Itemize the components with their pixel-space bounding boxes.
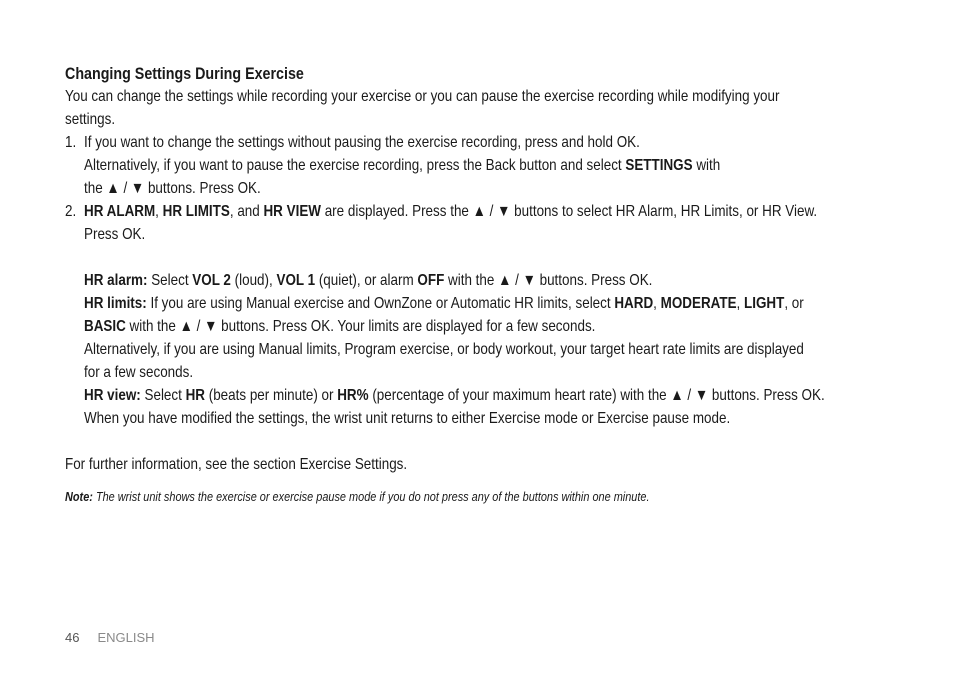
hr-limits-keyword: HR LIMITS [162,203,230,220]
hr-limits-paragraph-line-2: BASIC with the ▲ / ▼ buttons. Press OK. Your limits are displayed for a few seconds. [84,318,596,335]
step-2-line-2: Press OK. [84,226,146,243]
hr-limits-alternative-line-2: for a few seconds. [84,364,194,381]
hr-limits-paragraph-line-1: HR limits: If you are using Manual exercise and OwnZone or Automatic HR limits, select HARD, MODERATE, LIGHT, or [84,295,804,312]
page-footer [65,629,155,647]
intro-paragraph-line-2: settings. [65,111,116,128]
settings-keyword: SETTINGS [625,157,693,174]
intro-paragraph-line-1: You can change the settings while recording your exercise or you can pause the exercise recording while modifying your [65,88,780,105]
step-2-line-1: 2. HR ALARM, HR LIMITS, and HR VIEW are displayed. Press the ▲ / ▼ buttons to select HR Alarm, HR Limits, or HR View. [65,200,875,223]
step-1 [65,131,875,200]
hr-view-paragraph: HR view: Select HR (beats per minute) or HR% (percentage of your maximum heart rate) with the ▲ / ▼ buttons. Press OK. [84,387,825,404]
hr-alarm-label: HR alarm: [84,272,148,289]
hr-view-label: HR view: [84,387,141,404]
manual-page-content [65,62,875,476]
hr-view-after-text: When you have modified the settings, the wrist unit returns to either Exercise mode or Exercise pause mode. [84,410,731,427]
further-information: For further information, see the section Exercise Settings. [65,456,408,473]
hr-limits-label: HR limits: [84,295,147,312]
hr-view-keyword: HR VIEW [263,203,321,220]
step-1-number: 1. [65,134,77,151]
section-heading [65,62,875,85]
page-number: 46 [65,630,80,645]
hr-alarm-paragraph: HR alarm: Select VOL 2 (loud), VOL 1 (quiet), or alarm OFF with the ▲ / ▼ buttons. Press OK. [84,272,653,289]
language-label: ENGLISH [97,630,155,645]
step-1-line-1: 1. If you want to change the settings without pausing the exercise recording, press and hold OK. [65,131,875,154]
note-paragraph: Note: The wrist unit shows the exercise or exercise pause mode if you do not press any of the buttons within one minute. [65,489,650,504]
step-1-line-2: Alternatively, if you want to pause the exercise recording, press the Back button and select SETTINGS with [84,157,721,174]
hr-alarm-keyword: HR ALARM [84,203,156,220]
step-2 [65,200,875,246]
note-label: Note: [65,489,93,504]
step-1-line-3: the ▲ / ▼ buttons. Press OK. [84,180,261,197]
hr-limits-alternative-line-1: Alternatively, if you are using Manual limits, Program exercise, or body workout, your target heart rate limits are displayed [84,341,804,358]
step-2-number: 2. [65,203,77,220]
section-title: Changing Settings During Exercise [65,64,304,83]
